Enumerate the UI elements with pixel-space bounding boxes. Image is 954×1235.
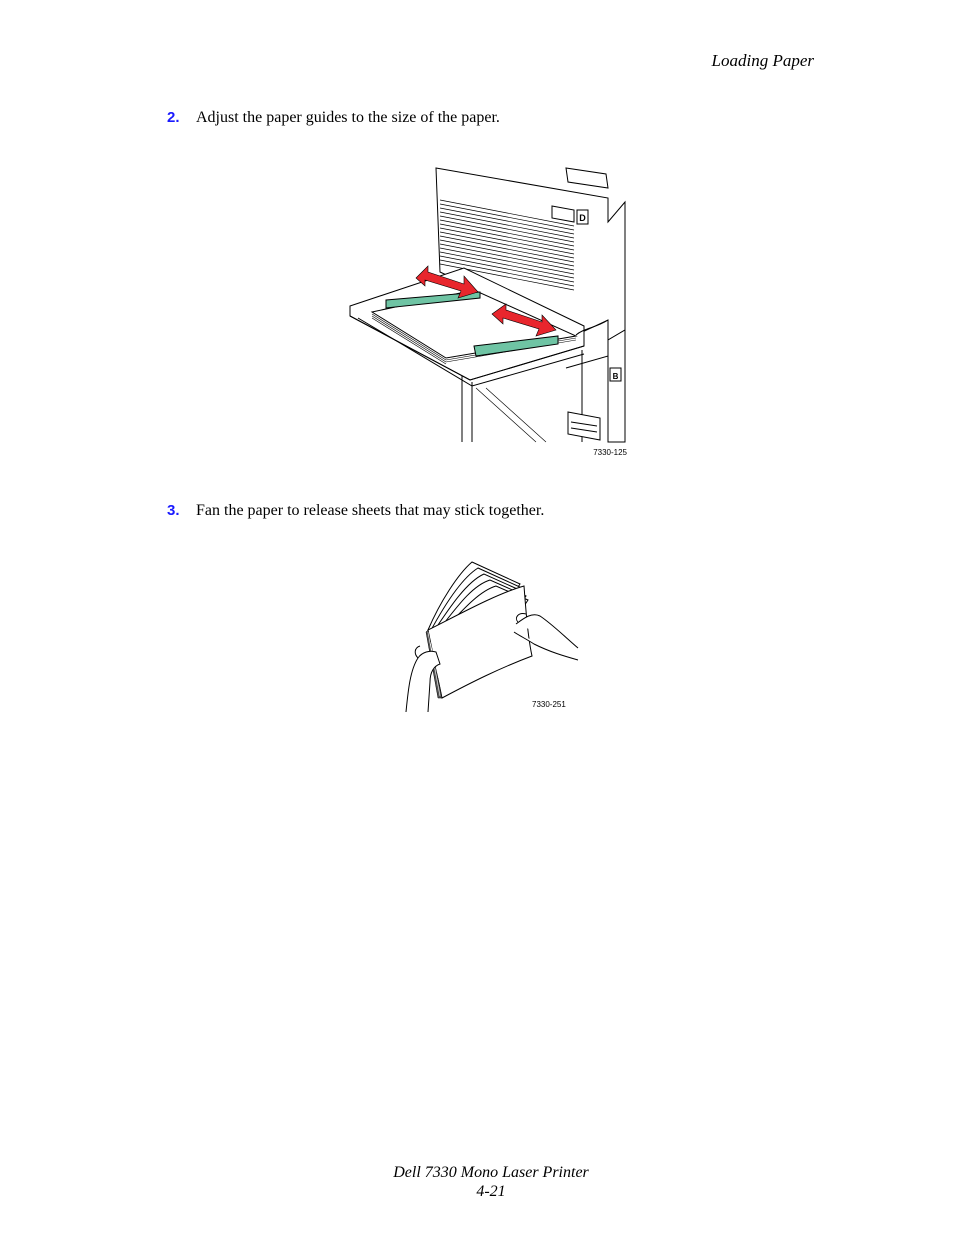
figure-fan-paper — [400, 552, 582, 712]
footer-page-number: 4-21 — [476, 1183, 506, 1200]
footer-product: Dell 7330 Mono Laser Printer — [393, 1164, 589, 1181]
tray-label-b: B — [612, 372, 619, 381]
step-2 — [167, 108, 500, 128]
step-3 — [167, 501, 544, 521]
step-text: Fan the paper to release sheets that may stick together. — [196, 502, 545, 519]
figure-id: 7330-251 — [532, 700, 566, 709]
figure-adjust-paper-guides — [346, 160, 632, 460]
fanning-paper-illustration — [400, 552, 582, 712]
running-header: Loading Paper — [711, 51, 814, 70]
figure-id: 7330-125 — [593, 448, 627, 457]
step-number: 3. — [167, 502, 180, 519]
tray-label-d: D — [579, 213, 586, 223]
page-footer — [0, 1163, 954, 1201]
printer-illustration — [346, 160, 632, 460]
step-text: Adjust the paper guides to the size of the paper. — [196, 109, 500, 126]
step-number: 2. — [167, 109, 180, 126]
